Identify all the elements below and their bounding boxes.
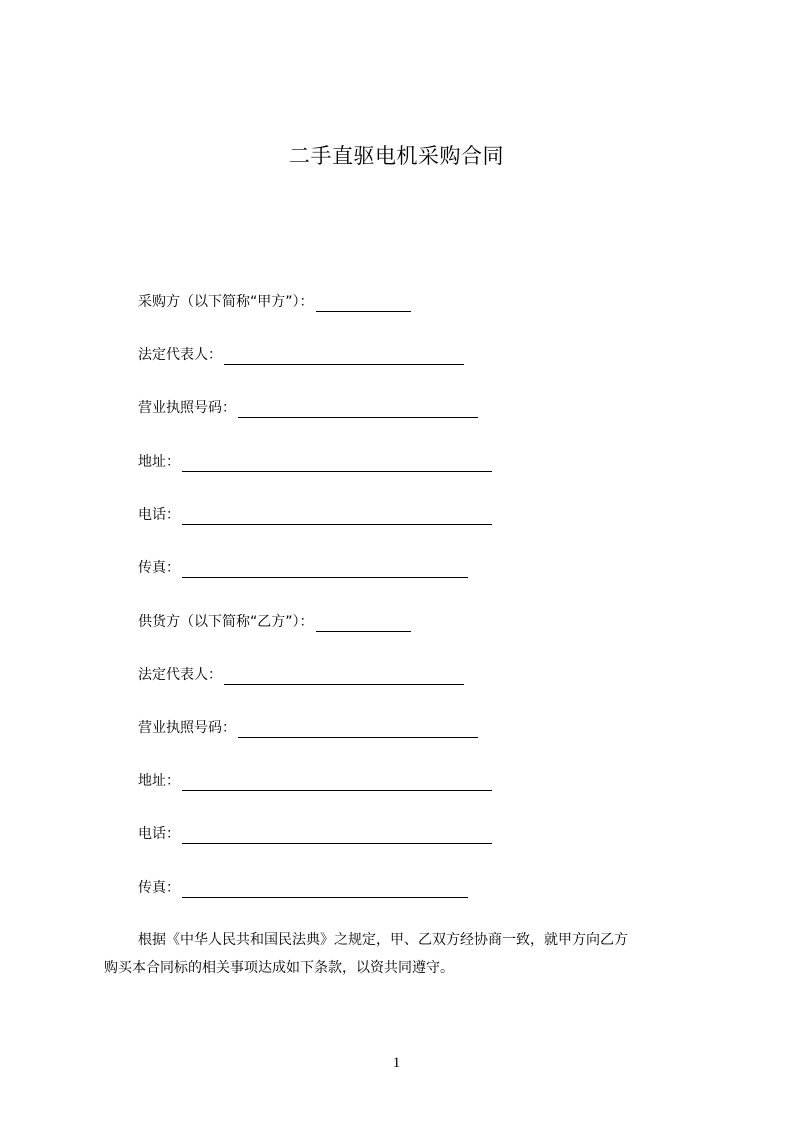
party-a-fax-blank[interactable] xyxy=(182,563,468,578)
party-b-address-blank[interactable] xyxy=(182,776,492,791)
page-number: 1 xyxy=(392,1055,401,1071)
party-b-legal-rep-label: 法定代表人： xyxy=(138,667,222,683)
party-b-address-row xyxy=(138,771,492,791)
party-a-fax-label: 传真： xyxy=(138,560,180,576)
party-a-address-row xyxy=(138,452,492,472)
preamble-line-2: 购买本合同标的相关事项达成如下条款，以资共同遵守。 xyxy=(104,960,454,976)
party-b-heading-row xyxy=(138,612,411,632)
party-b-phone-label: 电话： xyxy=(138,826,180,842)
party-a-phone-blank[interactable] xyxy=(182,510,492,525)
party-b-license-blank[interactable] xyxy=(238,723,478,738)
party-a-heading-label: 采购方（以下简称“甲方”）： xyxy=(138,294,314,310)
party-a-fax-row xyxy=(138,558,468,578)
party-a-license-blank[interactable] xyxy=(238,403,478,418)
party-b-phone-blank[interactable] xyxy=(182,829,492,844)
party-a-legal-rep-label: 法定代表人： xyxy=(138,347,222,363)
party-b-fax-blank[interactable] xyxy=(182,883,468,898)
party-a-legal-rep-row xyxy=(138,345,464,365)
party-b-fax-label: 传真： xyxy=(138,880,180,896)
party-a-legal-rep-blank[interactable] xyxy=(224,350,464,365)
party-b-legal-rep-blank[interactable] xyxy=(224,670,464,685)
party-b-address-label: 地址： xyxy=(138,773,180,789)
party-b-license-row xyxy=(138,718,478,738)
party-a-name-blank[interactable] xyxy=(316,297,411,312)
party-a-heading-row xyxy=(138,292,411,312)
party-b-legal-rep-row xyxy=(138,665,464,685)
party-a-phone-row xyxy=(138,505,492,525)
party-a-address-label: 地址： xyxy=(138,454,180,470)
party-b-heading-label: 供货方（以下简称“乙方”）： xyxy=(138,614,314,630)
party-a-license-row xyxy=(138,398,478,418)
preamble-paragraph xyxy=(104,926,704,982)
party-a-address-blank[interactable] xyxy=(182,457,492,472)
party-b-fax-row xyxy=(138,878,468,898)
preamble-line-1: 根据《中华人民共和国民法典》之规定，甲、乙双方经协商一致，就甲方向乙方 xyxy=(138,932,628,948)
party-b-name-blank[interactable] xyxy=(316,617,411,632)
party-b-license-label: 营业执照号码： xyxy=(138,720,236,736)
party-a-license-label: 营业执照号码： xyxy=(138,400,236,416)
party-b-phone-row xyxy=(138,824,492,844)
party-a-phone-label: 电话： xyxy=(138,507,180,523)
document-title: 二手直驱电机采购合同 xyxy=(289,144,504,168)
